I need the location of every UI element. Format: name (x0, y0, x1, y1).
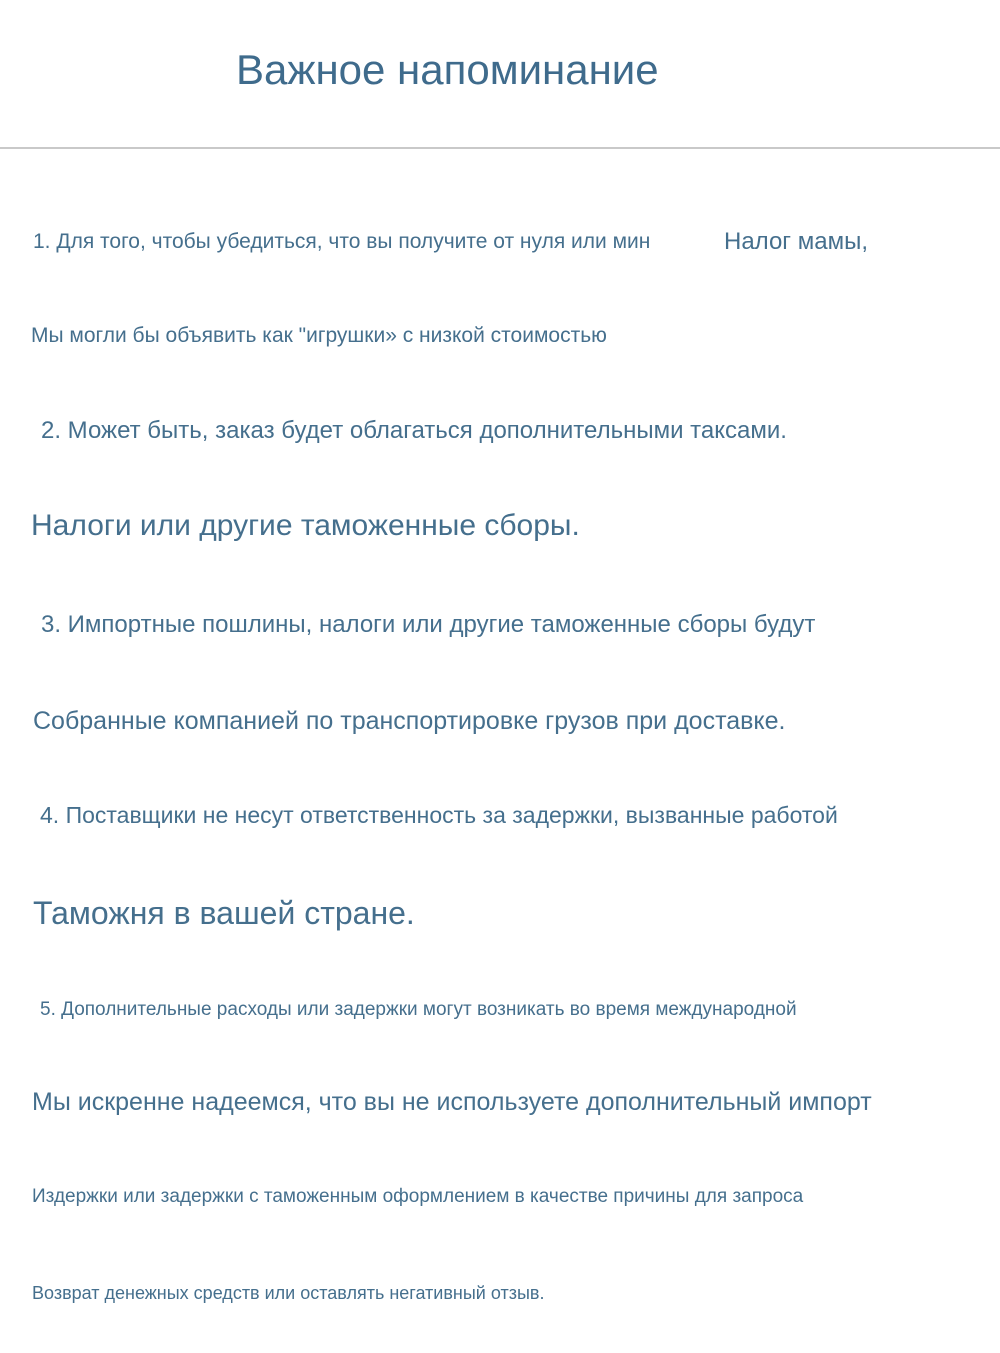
notice-line-10: Мы искренне надеемся, что вы не используете дополнительный импорт (32, 1088, 872, 1116)
notice-line-1-part-2: Налог мамы, (724, 228, 868, 255)
notice-line-12: Возврат денежных средств или оставлять негативный отзыв. (32, 1283, 545, 1303)
notice-line-6: Собранные компанией по транспортировке грузов при доставке. (33, 707, 786, 735)
notice-line-1-part-1: 1. Для того, чтобы убедиться, что вы получите от нуля или мин (33, 230, 651, 253)
notice-line-11: Издержки или задержки с таможенным оформлением в качестве причины для запроса (32, 1186, 804, 1207)
notice-line-9: 5. Дополнительные расходы или задержки могут возникать во время международной (40, 999, 797, 1020)
title-divider (0, 147, 1000, 149)
notice-line-8: Таможня в вашей стране. (33, 895, 415, 931)
notice-line-2: Мы могли бы объявить как "игрушки» с низкой стоимостью (31, 324, 607, 347)
notice-line-5: 3. Импортные пошлины, налоги или другие таможенные сборы будут (41, 611, 816, 638)
page-title: Важное напоминание (236, 46, 659, 93)
notice-line-4: Налоги или другие таможенные сборы. (31, 509, 580, 542)
notice-line-3: 2. Может быть, заказ будет облагаться дополнительными таксами. (41, 417, 787, 444)
notice-line-7: 4. Поставщики не несут ответственность за задержки, вызванные работой (40, 802, 838, 828)
